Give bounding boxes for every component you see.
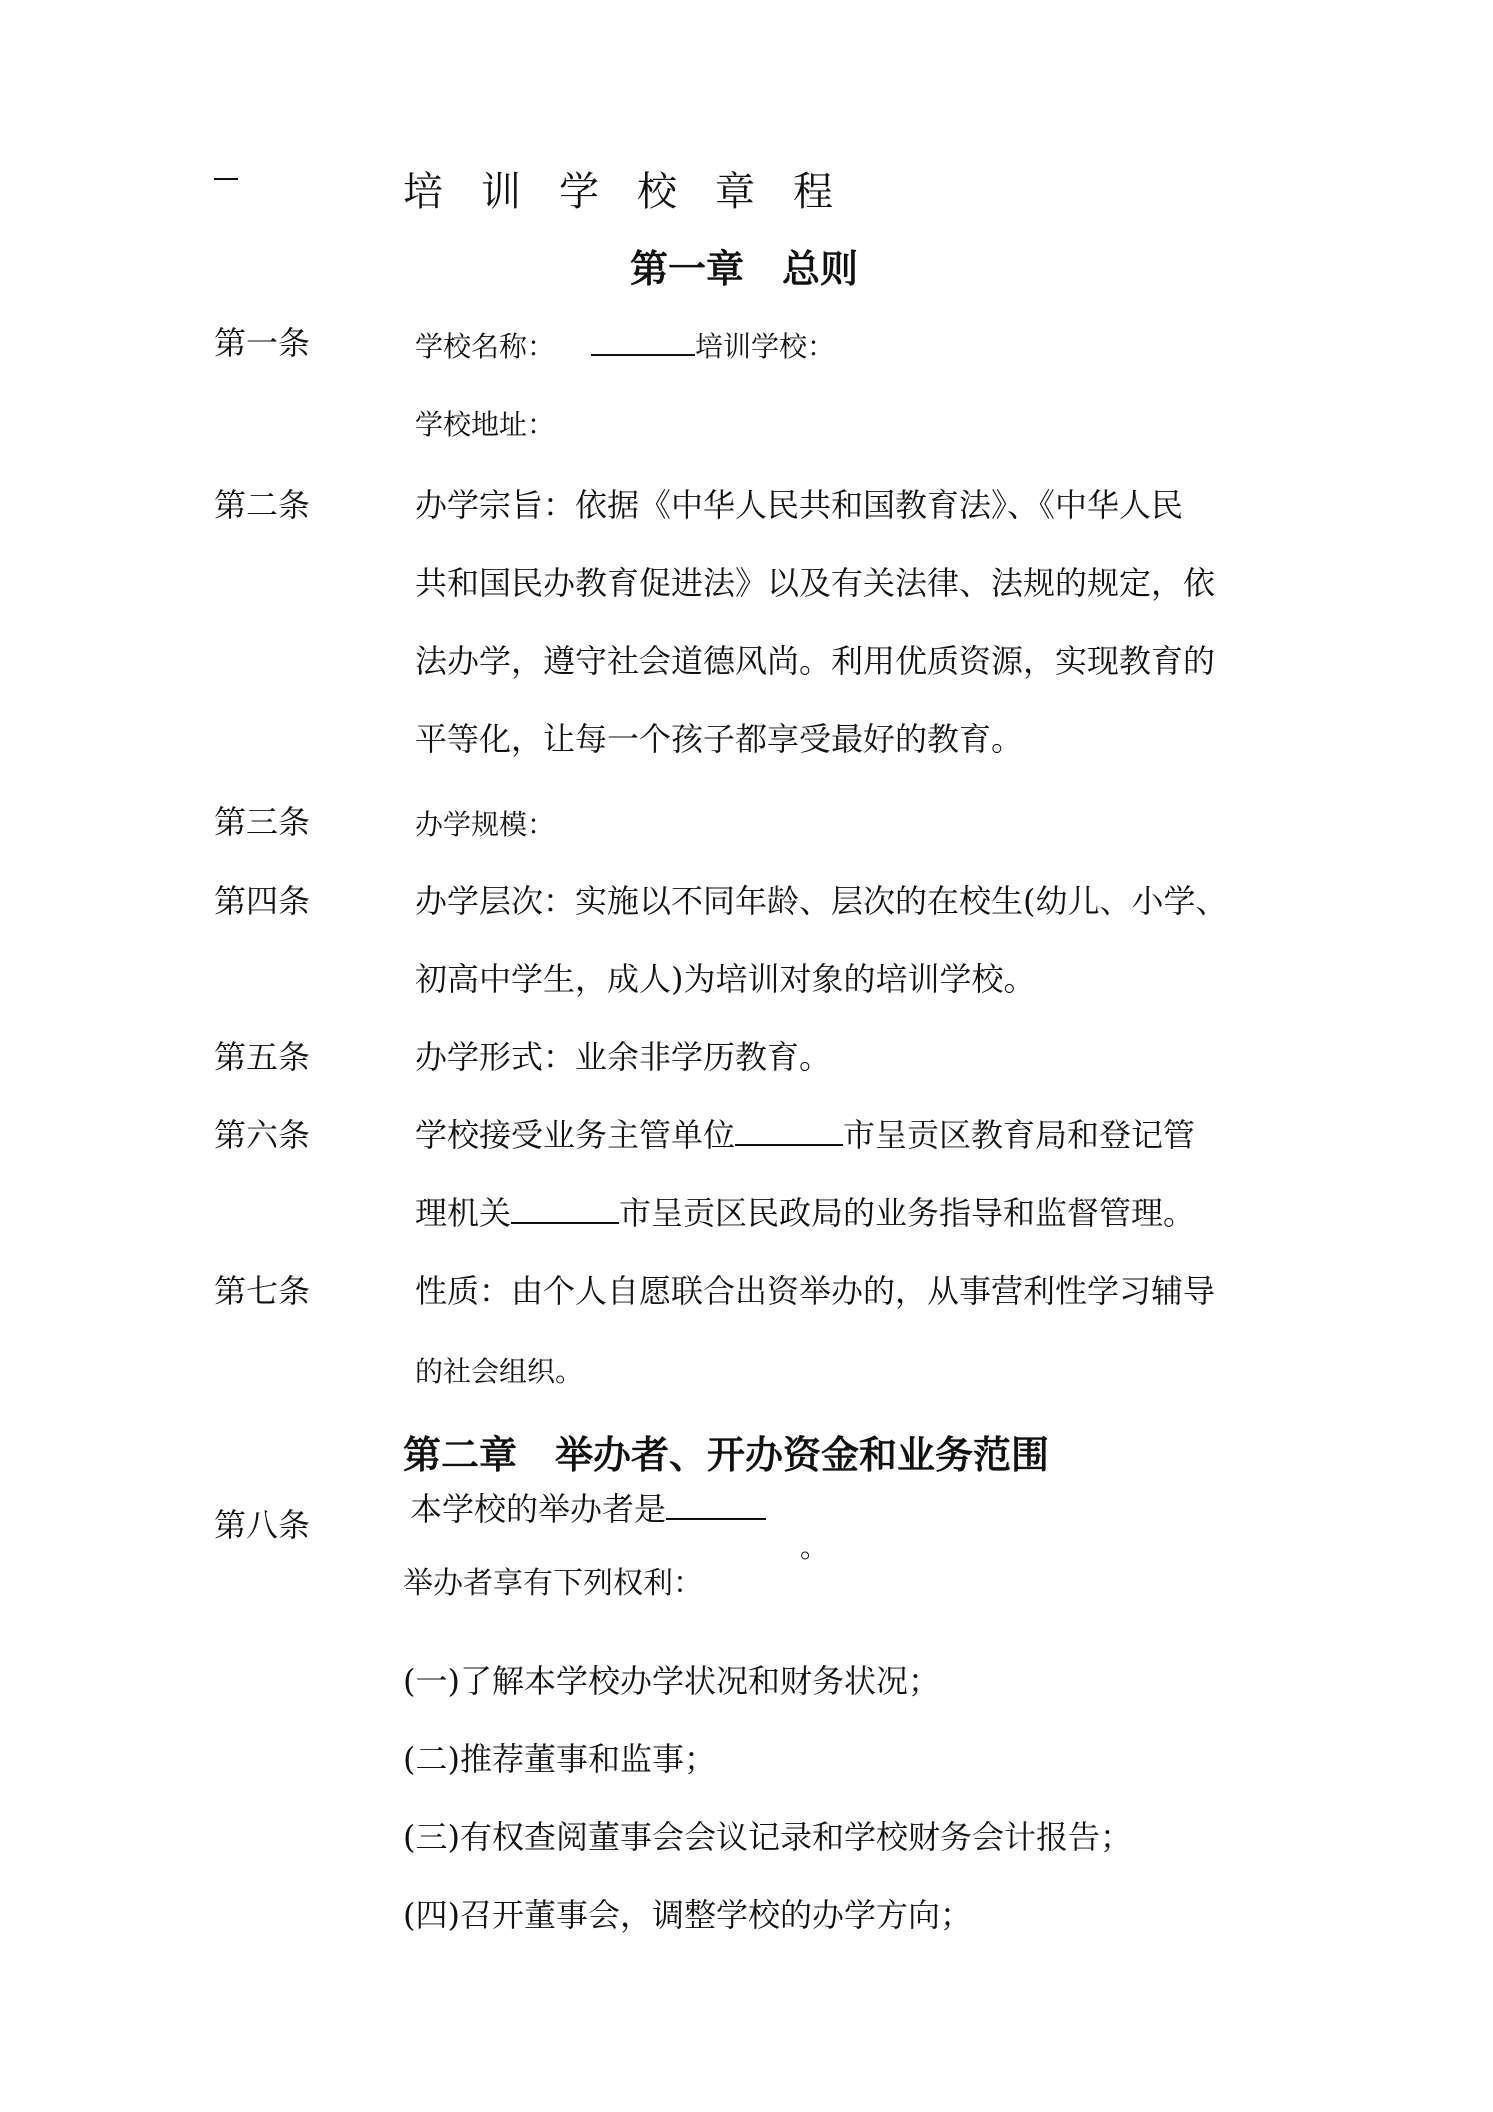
article-2-line: 法办学，遵守社会道德风尚。利用优质资源，实现教育的 xyxy=(415,642,1216,680)
school-name-blank xyxy=(591,354,695,356)
rights-item: (四)召开董事会，调整学校的办学方向； xyxy=(403,1896,972,1934)
article-3-label: 第三条 xyxy=(214,803,311,841)
article-8-founder xyxy=(410,1484,766,1530)
article-6-line-2-pre: 理机关 xyxy=(415,1194,512,1232)
rights-item: (三)有权查阅董事会会议记录和学校财务会计报告； xyxy=(403,1818,1132,1856)
registration-blank xyxy=(511,1222,619,1224)
article-7-label: 第七条 xyxy=(214,1272,311,1310)
article-4-label: 第四条 xyxy=(214,882,311,920)
article-6-line-2-post: 市呈贡区民政局的业务指导和监督管理。 xyxy=(619,1194,1196,1232)
article-4-line: 办学层次：实施以不同年龄、层次的在校生(幼儿、小学、 xyxy=(415,882,1228,920)
article-4-line: 初高中学生，成人)为培训对象的培训学校。 xyxy=(415,960,1036,998)
article-7-line: 的社会组织。 xyxy=(415,1355,584,1388)
article-1-address: 学校地址： xyxy=(415,408,556,441)
article-6-label: 第六条 xyxy=(214,1116,311,1154)
article-2-line: 平等化，让每一个孩子都享受最好的教育。 xyxy=(415,720,1024,758)
article-8-label: 第八条 xyxy=(214,1506,311,1544)
founder-text: 本学校的举办者是 xyxy=(410,1490,667,1528)
title-prefix-dash xyxy=(214,178,238,180)
founder-blank xyxy=(666,1518,766,1520)
article-5-text: 办学形式：业余非学历教育。 xyxy=(415,1038,832,1076)
article-6-line-1-post: 市呈贡区教育局和登记管 xyxy=(843,1116,1196,1154)
article-7-line: 性质：由个人自愿联合出资举办的，从事营利性学习辅导 xyxy=(415,1272,1216,1310)
article-6-line-1-pre: 学校接受业务主管单位 xyxy=(415,1116,736,1154)
article-1-school-name xyxy=(415,325,835,365)
founder-period: 。 xyxy=(800,1531,829,1564)
school-name-label: 学校名称： xyxy=(415,330,556,363)
chapter-1-heading: 第一章 总则 xyxy=(630,246,859,291)
article-2-line: 共和国民办教育促进法》以及有关法律、法规的规定，依 xyxy=(415,564,1216,602)
rights-item: (二)推荐董事和监事； xyxy=(403,1740,716,1778)
supervisor-blank xyxy=(735,1144,843,1146)
article-6-line-2 xyxy=(415,1188,1195,1234)
article-5-label: 第五条 xyxy=(214,1038,311,1076)
article-2-label: 第二条 xyxy=(214,486,311,524)
rights-intro: 举办者享有下列权利： xyxy=(403,1566,703,1601)
document-title: 培训学校章程 xyxy=(403,169,871,215)
article-2-line: 办学宗旨：依据《中华人民共和国教育法》、《中华人民 xyxy=(415,486,1184,524)
article-1-label: 第一条 xyxy=(214,324,311,362)
chapter-2-heading: 第二章 举办者、开办资金和业务范围 xyxy=(403,1432,1050,1477)
article-3-text: 办学规模： xyxy=(415,808,556,841)
article-6-line-1 xyxy=(415,1110,1195,1156)
school-name-suffix: 培训学校： xyxy=(695,330,836,363)
rights-item: (一)了解本学校办学状况和财务状况； xyxy=(403,1662,940,1700)
